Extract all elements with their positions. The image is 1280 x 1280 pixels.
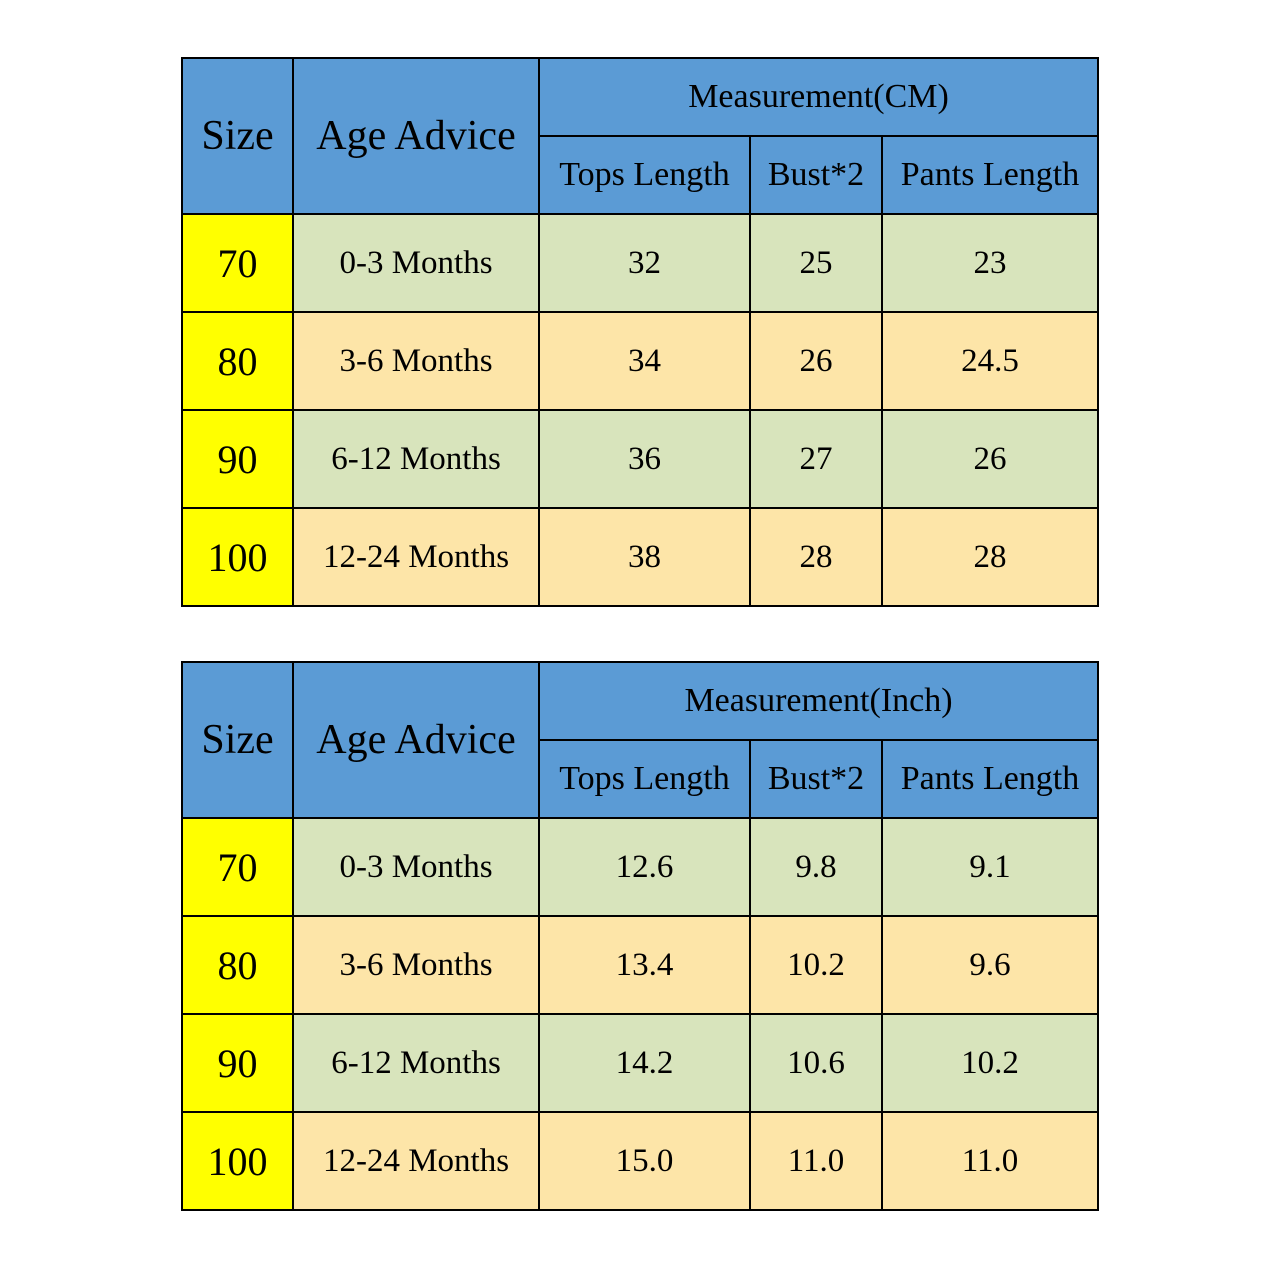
- tops-length-cell: 15.0: [539, 1112, 750, 1210]
- bust-cell: 27: [750, 410, 882, 508]
- header-pants-length: Pants Length: [882, 740, 1098, 818]
- pants-length-cell: 24.5: [882, 312, 1098, 410]
- age-cell: 0-3 Months: [293, 214, 539, 312]
- size-cell: 100: [182, 1112, 293, 1210]
- size-cell: 90: [182, 410, 293, 508]
- tops-length-cell: 12.6: [539, 818, 750, 916]
- table-row: [182, 410, 1098, 508]
- header-pants-length: Pants Length: [882, 136, 1098, 214]
- tops-length-cell: 32: [539, 214, 750, 312]
- size-cell: 100: [182, 508, 293, 606]
- header-bust: Bust*2: [750, 136, 882, 214]
- pants-length-cell: 9.6: [882, 916, 1098, 1014]
- header-tops-length: Tops Length: [539, 136, 750, 214]
- age-cell: 3-6 Months: [293, 916, 539, 1014]
- bust-cell: 10.2: [750, 916, 882, 1014]
- bust-cell: 26: [750, 312, 882, 410]
- age-cell: 12-24 Months: [293, 508, 539, 606]
- header-size: Size: [182, 662, 293, 818]
- bust-cell: 10.6: [750, 1014, 882, 1112]
- table-row: [182, 1112, 1098, 1210]
- age-cell: 6-12 Months: [293, 1014, 539, 1112]
- bust-cell: 9.8: [750, 818, 882, 916]
- age-cell: 6-12 Months: [293, 410, 539, 508]
- bust-cell: 25: [750, 214, 882, 312]
- tops-length-cell: 13.4: [539, 916, 750, 1014]
- bust-cell: 11.0: [750, 1112, 882, 1210]
- size-cell: 90: [182, 1014, 293, 1112]
- tops-length-cell: 38: [539, 508, 750, 606]
- size-chart-cm-table: [181, 57, 1099, 607]
- table-row: [182, 214, 1098, 312]
- pants-length-cell: 10.2: [882, 1014, 1098, 1112]
- size-cell: 70: [182, 214, 293, 312]
- header-measurement-group: Measurement(CM): [539, 58, 1098, 136]
- table-row: [182, 312, 1098, 410]
- size-cell: 80: [182, 312, 293, 410]
- table-row: [182, 916, 1098, 1014]
- header-bust: Bust*2: [750, 740, 882, 818]
- age-cell: 12-24 Months: [293, 1112, 539, 1210]
- tops-length-cell: 34: [539, 312, 750, 410]
- pants-length-cell: 11.0: [882, 1112, 1098, 1210]
- pants-length-cell: 9.1: [882, 818, 1098, 916]
- pants-length-cell: 23: [882, 214, 1098, 312]
- tops-length-cell: 36: [539, 410, 750, 508]
- header-size: Size: [182, 58, 293, 214]
- table-row: [182, 1014, 1098, 1112]
- header-age-advice: Age Advice: [293, 662, 539, 818]
- pants-length-cell: 26: [882, 410, 1098, 508]
- header-measurement-group: Measurement(Inch): [539, 662, 1098, 740]
- size-cell: 80: [182, 916, 293, 1014]
- size-cell: 70: [182, 818, 293, 916]
- bust-cell: 28: [750, 508, 882, 606]
- size-chart-inch-table: [181, 661, 1099, 1211]
- tops-length-cell: 14.2: [539, 1014, 750, 1112]
- age-cell: 0-3 Months: [293, 818, 539, 916]
- table-row: [182, 508, 1098, 606]
- age-cell: 3-6 Months: [293, 312, 539, 410]
- pants-length-cell: 28: [882, 508, 1098, 606]
- table-row: [182, 818, 1098, 916]
- header-tops-length: Tops Length: [539, 740, 750, 818]
- header-age-advice: Age Advice: [293, 58, 539, 214]
